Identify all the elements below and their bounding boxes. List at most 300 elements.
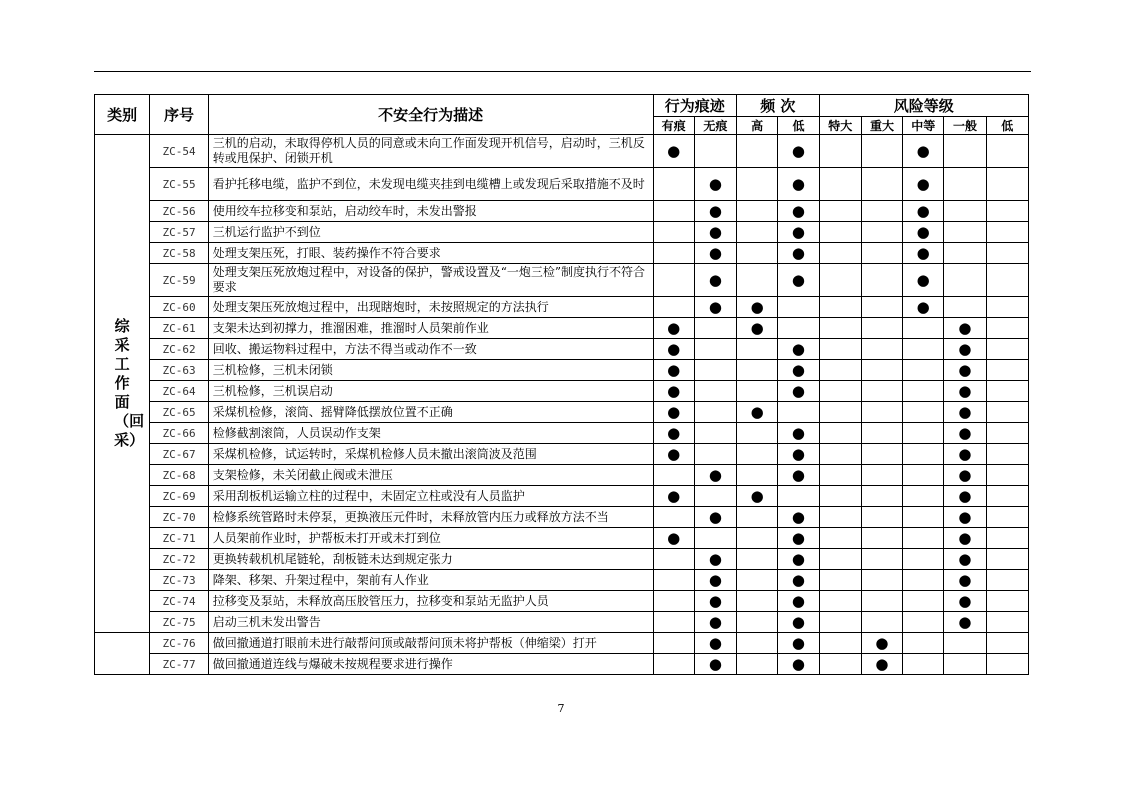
mark-dot-sub-freq-low: ● [778,570,819,591]
row-code: ZC-71 [150,528,208,549]
row-description: 处理支架压死放炮过程中，对设备的保护，警戒设置及“一炮三检”制度执行不符合要求 [208,264,653,297]
mark-cell-sub-risk-medium [903,381,944,402]
mark-cell-sub-freq-high [737,591,778,612]
row-description: 采煤机检修，试运转时，采煤机检修人员未撤出滚筒波及范围 [208,444,653,465]
mark-cell-sub-risk-major [861,486,902,507]
mark-cell-sub-risk-major [861,222,902,243]
mark-dot-sub-freq-low: ● [778,549,819,570]
mark-dot-sub-freq-low: ● [778,135,819,168]
mark-dot-sub-risk-general: ● [944,339,986,360]
row-code: ZC-76 [150,633,208,654]
header-description: 不安全行为描述 [208,95,653,135]
row-code: ZC-55 [150,168,208,201]
mark-cell-sub-risk-low [986,528,1028,549]
table-row [95,570,1029,591]
mark-cell-sub-freq-high [737,168,778,201]
mark-cell-sub-risk-major [861,339,902,360]
mark-cell-sub-risk-medium [903,507,944,528]
mark-cell-sub-risk-extreme [819,135,861,168]
row-code: ZC-69 [150,486,208,507]
mark-dot-sub-no-trace: ● [694,168,736,201]
mark-dot-sub-risk-medium: ● [903,168,944,201]
mark-cell-sub-risk-major [861,318,902,339]
table-row [95,297,1029,318]
mark-dot-sub-risk-general: ● [944,486,986,507]
mark-cell-sub-freq-high [737,612,778,633]
header-sub-risk-medium: 中等 [903,117,944,135]
table-row [95,339,1029,360]
mark-cell-sub-risk-medium [903,444,944,465]
header-frequency: 频 次 [737,95,820,117]
mark-dot-sub-risk-general: ● [944,402,986,423]
mark-dot-sub-has-trace: ● [653,318,694,339]
category-label: 综采工作面（回采） [114,317,145,449]
row-description: 处理支架压死放炮过程中，出现瞎炮时，未按照规定的方法执行 [208,297,653,318]
category-cell [95,135,150,633]
mark-cell-sub-freq-high [737,423,778,444]
mark-dot-sub-no-trace: ● [694,507,736,528]
row-code: ZC-60 [150,297,208,318]
mark-cell-sub-risk-low [986,591,1028,612]
mark-cell-sub-risk-medium [903,654,944,675]
mark-dot-sub-freq-low: ● [778,591,819,612]
row-description: 看护托移电缆，监护不到位，未发现电缆夹挂到电缆槽上或发现后采取措施不及时 [208,168,653,201]
table-row [95,222,1029,243]
mark-cell-sub-risk-extreme [819,528,861,549]
mark-cell-sub-freq-low [778,318,819,339]
mark-dot-sub-freq-high: ● [737,318,778,339]
mark-dot-sub-risk-medium: ● [903,264,944,297]
mark-cell-sub-freq-high [737,654,778,675]
mark-cell-sub-freq-high [737,381,778,402]
header-seq: 序号 [150,95,208,135]
mark-cell-sub-risk-low [986,612,1028,633]
mark-cell-sub-risk-medium [903,402,944,423]
row-code: ZC-56 [150,201,208,222]
table-row [95,360,1029,381]
mark-dot-sub-has-trace: ● [653,486,694,507]
row-code: ZC-73 [150,570,208,591]
mark-dot-sub-no-trace: ● [694,243,736,264]
table-row [95,654,1029,675]
table-row [95,168,1029,201]
mark-dot-sub-risk-medium: ● [903,201,944,222]
table-row [95,243,1029,264]
mark-cell-sub-risk-general [944,135,986,168]
mark-cell-sub-risk-medium [903,528,944,549]
mark-cell-sub-freq-high [737,360,778,381]
mark-dot-sub-no-trace: ● [694,549,736,570]
mark-cell-sub-risk-extreme [819,243,861,264]
row-code: ZC-58 [150,243,208,264]
row-description: 处理支架压死，打眼、装药操作不符合要求 [208,243,653,264]
table-row [95,465,1029,486]
mark-cell-sub-risk-low [986,135,1028,168]
mark-dot-sub-risk-general: ● [944,549,986,570]
mark-cell-sub-no-trace [694,444,736,465]
mark-cell-sub-risk-low [986,168,1028,201]
mark-cell-sub-no-trace [694,381,736,402]
mark-dot-sub-risk-medium: ● [903,135,944,168]
mark-cell-sub-has-trace [653,570,694,591]
mark-dot-sub-freq-low: ● [778,444,819,465]
mark-dot-sub-risk-general: ● [944,591,986,612]
table-row [95,402,1029,423]
mark-dot-sub-freq-low: ● [778,168,819,201]
mark-cell-sub-risk-low [986,339,1028,360]
mark-dot-sub-freq-low: ● [778,360,819,381]
table-row [95,486,1029,507]
row-code: ZC-66 [150,423,208,444]
unsafe-behavior-table [94,94,1029,675]
mark-dot-sub-freq-low: ● [778,201,819,222]
mark-cell-sub-risk-major [861,465,902,486]
mark-cell-sub-risk-medium [903,549,944,570]
mark-cell-sub-no-trace [694,486,736,507]
mark-cell-sub-freq-low [778,297,819,318]
mark-cell-sub-risk-low [986,654,1028,675]
table-row [95,528,1029,549]
mark-dot-sub-risk-medium: ● [903,243,944,264]
mark-cell-sub-risk-major [861,381,902,402]
mark-dot-sub-freq-low: ● [778,528,819,549]
mark-cell-sub-freq-high [737,528,778,549]
mark-cell-sub-risk-medium [903,570,944,591]
row-description: 拉移变及泵站，未释放高压胶管压力，拉移变和泵站无监护人员 [208,591,653,612]
table-row [95,381,1029,402]
mark-cell-sub-risk-extreme [819,402,861,423]
mark-cell-sub-risk-low [986,444,1028,465]
mark-dot-sub-freq-low: ● [778,507,819,528]
table-row [95,444,1029,465]
mark-cell-sub-risk-major [861,570,902,591]
mark-dot-sub-has-trace: ● [653,402,694,423]
mark-dot-sub-no-trace: ● [694,264,736,297]
mark-dot-sub-risk-major: ● [861,633,902,654]
mark-dot-sub-risk-general: ● [944,570,986,591]
mark-cell-sub-has-trace [653,243,694,264]
mark-cell-sub-risk-low [986,222,1028,243]
mark-cell-sub-risk-extreme [819,507,861,528]
mark-dot-sub-risk-general: ● [944,507,986,528]
mark-cell-sub-risk-low [986,360,1028,381]
row-code: ZC-65 [150,402,208,423]
row-code: ZC-61 [150,318,208,339]
mark-dot-sub-freq-low: ● [778,222,819,243]
mark-cell-sub-freq-high [737,465,778,486]
header-sub-risk-extreme: 特大 [819,117,861,135]
table-row [95,633,1029,654]
mark-cell-sub-risk-low [986,318,1028,339]
mark-cell-sub-freq-high [737,570,778,591]
row-description: 更换转载机机尾链轮，刮板链未达到规定张力 [208,549,653,570]
row-code: ZC-59 [150,264,208,297]
mark-cell-sub-risk-major [861,360,902,381]
row-description: 人员架前作业时，护帮板未打开或未打到位 [208,528,653,549]
mark-dot-sub-has-trace: ● [653,135,694,168]
mark-cell-sub-freq-low [778,486,819,507]
mark-dot-sub-no-trace: ● [694,633,736,654]
mark-cell-sub-risk-low [986,549,1028,570]
mark-cell-sub-no-trace [694,135,736,168]
mark-dot-sub-risk-general: ● [944,360,986,381]
row-description: 三机检修，三机未闭锁 [208,360,653,381]
header-category: 类别 [95,95,150,135]
mark-dot-sub-has-trace: ● [653,381,694,402]
mark-cell-sub-risk-extreme [819,201,861,222]
row-code: ZC-74 [150,591,208,612]
table-row [95,612,1029,633]
mark-cell-sub-risk-major [861,423,902,444]
mark-cell-sub-has-trace [653,264,694,297]
header-sub-risk-general: 一般 [944,117,986,135]
mark-cell-sub-has-trace [653,633,694,654]
row-code: ZC-54 [150,135,208,168]
header-sub-freq-high: 高 [737,117,778,135]
page-number: 7 [557,702,565,715]
mark-dot-sub-risk-general: ● [944,444,986,465]
mark-cell-sub-freq-high [737,444,778,465]
mark-cell-sub-has-trace [653,201,694,222]
header-sub-has-trace: 有痕 [653,117,694,135]
mark-cell-sub-risk-medium [903,423,944,444]
mark-cell-sub-risk-major [861,168,902,201]
row-description: 支架检修，未关闭截止阀或未泄压 [208,465,653,486]
mark-cell-sub-freq-high [737,507,778,528]
mark-cell-sub-risk-major [861,201,902,222]
mark-cell-sub-risk-extreme [819,168,861,201]
mark-cell-sub-risk-low [986,381,1028,402]
table-row [95,135,1029,168]
mark-dot-sub-no-trace: ● [694,201,736,222]
row-description: 回收、搬运物料过程中，方法不得当或动作不一致 [208,339,653,360]
mark-dot-sub-risk-medium: ● [903,222,944,243]
mark-cell-sub-risk-medium [903,318,944,339]
mark-dot-sub-risk-general: ● [944,612,986,633]
mark-cell-sub-risk-general [944,201,986,222]
mark-cell-sub-risk-extreme [819,591,861,612]
row-description: 降架、移架、升架过程中，架前有人作业 [208,570,653,591]
mark-cell-sub-risk-medium [903,339,944,360]
mark-cell-sub-risk-low [986,570,1028,591]
row-description: 三机运行监护不到位 [208,222,653,243]
mark-cell-sub-has-trace [653,591,694,612]
row-description: 三机检修，三机误启动 [208,381,653,402]
row-code: ZC-68 [150,465,208,486]
mark-cell-sub-risk-major [861,549,902,570]
mark-dot-sub-no-trace: ● [694,654,736,675]
header-sub-risk-major: 重大 [861,117,902,135]
header-sub-risk-low: 低 [986,117,1028,135]
table-row [95,507,1029,528]
mark-dot-sub-risk-general: ● [944,528,986,549]
mark-dot-sub-freq-low: ● [778,243,819,264]
mark-dot-sub-no-trace: ● [694,222,736,243]
mark-cell-sub-risk-extreme [819,633,861,654]
mark-cell-sub-risk-extreme [819,222,861,243]
mark-dot-sub-freq-low: ● [778,264,819,297]
table-row [95,318,1029,339]
mark-cell-sub-risk-medium [903,591,944,612]
mark-cell-sub-risk-extreme [819,444,861,465]
mark-cell-sub-risk-low [986,423,1028,444]
mark-cell-sub-freq-high [737,264,778,297]
mark-dot-sub-has-trace: ● [653,444,694,465]
mark-dot-sub-freq-high: ● [737,486,778,507]
mark-dot-sub-freq-high: ● [737,402,778,423]
mark-dot-sub-freq-low: ● [778,423,819,444]
mark-dot-sub-risk-general: ● [944,465,986,486]
mark-cell-sub-risk-low [986,507,1028,528]
mark-cell-sub-risk-low [986,465,1028,486]
mark-cell-sub-freq-high [737,135,778,168]
mark-cell-sub-has-trace [653,297,694,318]
mark-cell-sub-no-trace [694,360,736,381]
mark-cell-sub-risk-extreme [819,318,861,339]
mark-cell-sub-risk-major [861,507,902,528]
mark-cell-sub-freq-high [737,549,778,570]
row-code: ZC-75 [150,612,208,633]
table-row [95,201,1029,222]
row-code: ZC-62 [150,339,208,360]
table-row [95,591,1029,612]
mark-cell-sub-no-trace [694,528,736,549]
mark-dot-sub-freq-low: ● [778,339,819,360]
mark-cell-sub-risk-general [944,222,986,243]
mark-dot-sub-has-trace: ● [653,423,694,444]
mark-cell-sub-risk-general [944,168,986,201]
mark-dot-sub-risk-major: ● [861,654,902,675]
mark-dot-sub-no-trace: ● [694,570,736,591]
table-row [95,264,1029,297]
mark-dot-sub-risk-general: ● [944,318,986,339]
mark-cell-sub-risk-medium [903,633,944,654]
mark-cell-sub-risk-extreme [819,381,861,402]
row-code: ZC-70 [150,507,208,528]
mark-cell-sub-risk-general [944,654,986,675]
row-code: ZC-77 [150,654,208,675]
mark-dot-sub-has-trace: ● [653,360,694,381]
row-description: 检修系统管路时未停泵，更换液压元件时，未释放管内压力或释放方法不当 [208,507,653,528]
mark-cell-sub-risk-low [986,264,1028,297]
header-sub-freq-low: 低 [778,117,819,135]
category-cell-empty [95,633,150,675]
mark-cell-sub-risk-medium [903,486,944,507]
mark-dot-sub-no-trace: ● [694,465,736,486]
mark-cell-sub-has-trace [653,168,694,201]
mark-cell-sub-has-trace [653,222,694,243]
header-trace: 行为痕迹 [653,95,737,117]
mark-cell-sub-risk-low [986,201,1028,222]
mark-cell-sub-no-trace [694,339,736,360]
row-code: ZC-57 [150,222,208,243]
mark-cell-sub-has-trace [653,612,694,633]
mark-cell-sub-risk-extreme [819,486,861,507]
row-code: ZC-72 [150,549,208,570]
mark-dot-sub-no-trace: ● [694,297,736,318]
mark-cell-sub-risk-medium [903,465,944,486]
mark-cell-sub-has-trace [653,507,694,528]
mark-dot-sub-risk-general: ● [944,381,986,402]
mark-cell-sub-risk-extreme [819,570,861,591]
row-description: 采用刮板机运输立柱的过程中，未固定立柱或没有人员监护 [208,486,653,507]
mark-cell-sub-risk-major [861,264,902,297]
mark-cell-sub-risk-major [861,591,902,612]
mark-cell-sub-risk-low [986,486,1028,507]
row-description: 三机的启动，未取得停机人员的同意或未向工作面发现开机信号，启动时，三机反转或甩保护、闭锁开机 [208,135,653,168]
mark-cell-sub-no-trace [694,402,736,423]
mark-cell-sub-freq-low [778,402,819,423]
mark-cell-sub-risk-low [986,633,1028,654]
row-description: 做回撤通道连线与爆破未按规程要求进行操作 [208,654,653,675]
mark-cell-sub-risk-extreme [819,549,861,570]
mark-cell-sub-risk-extreme [819,612,861,633]
mark-cell-sub-risk-extreme [819,654,861,675]
mark-cell-sub-risk-low [986,243,1028,264]
mark-cell-sub-risk-major [861,243,902,264]
mark-cell-sub-freq-high [737,201,778,222]
mark-cell-sub-risk-major [861,612,902,633]
row-description: 启动三机未发出警告 [208,612,653,633]
mark-dot-sub-has-trace: ● [653,528,694,549]
mark-cell-sub-has-trace [653,549,694,570]
mark-cell-sub-risk-medium [903,360,944,381]
mark-dot-sub-freq-low: ● [778,612,819,633]
row-code: ZC-64 [150,381,208,402]
mark-dot-sub-freq-low: ● [778,633,819,654]
mark-cell-sub-has-trace [653,465,694,486]
row-description: 采煤机检修，滚筒、摇臂降低摆放位置不正确 [208,402,653,423]
mark-dot-sub-has-trace: ● [653,339,694,360]
mark-cell-sub-risk-low [986,402,1028,423]
mark-cell-sub-no-trace [694,423,736,444]
mark-cell-sub-risk-major [861,402,902,423]
mark-dot-sub-no-trace: ● [694,591,736,612]
mark-cell-sub-risk-extreme [819,339,861,360]
row-code: ZC-67 [150,444,208,465]
mark-dot-sub-freq-high: ● [737,297,778,318]
mark-cell-sub-freq-high [737,243,778,264]
mark-cell-sub-has-trace [653,654,694,675]
mark-dot-sub-freq-low: ● [778,465,819,486]
mark-cell-sub-freq-high [737,633,778,654]
mark-cell-sub-risk-medium [903,612,944,633]
mark-cell-sub-risk-major [861,444,902,465]
mark-cell-sub-risk-major [861,135,902,168]
row-description: 支架未达到初撑力，推溜困难，推溜时人员架前作业 [208,318,653,339]
mark-cell-sub-freq-high [737,339,778,360]
mark-cell-sub-risk-extreme [819,264,861,297]
mark-cell-sub-risk-general [944,633,986,654]
mark-cell-sub-risk-extreme [819,297,861,318]
mark-cell-sub-risk-general [944,243,986,264]
mark-dot-sub-freq-low: ● [778,381,819,402]
mark-cell-sub-risk-major [861,297,902,318]
mark-cell-sub-risk-general [944,297,986,318]
mark-cell-sub-risk-extreme [819,360,861,381]
mark-dot-sub-freq-low: ● [778,654,819,675]
mark-cell-sub-risk-general [944,264,986,297]
header-rule [94,71,1031,72]
table-row [95,549,1029,570]
row-description: 使用绞车拉移变和泵站，启动绞车时，未发出警报 [208,201,653,222]
mark-dot-sub-no-trace: ● [694,612,736,633]
mark-dot-sub-risk-general: ● [944,423,986,444]
table-row [95,423,1029,444]
mark-cell-sub-freq-high [737,222,778,243]
mark-cell-sub-risk-major [861,528,902,549]
mark-cell-sub-risk-low [986,297,1028,318]
